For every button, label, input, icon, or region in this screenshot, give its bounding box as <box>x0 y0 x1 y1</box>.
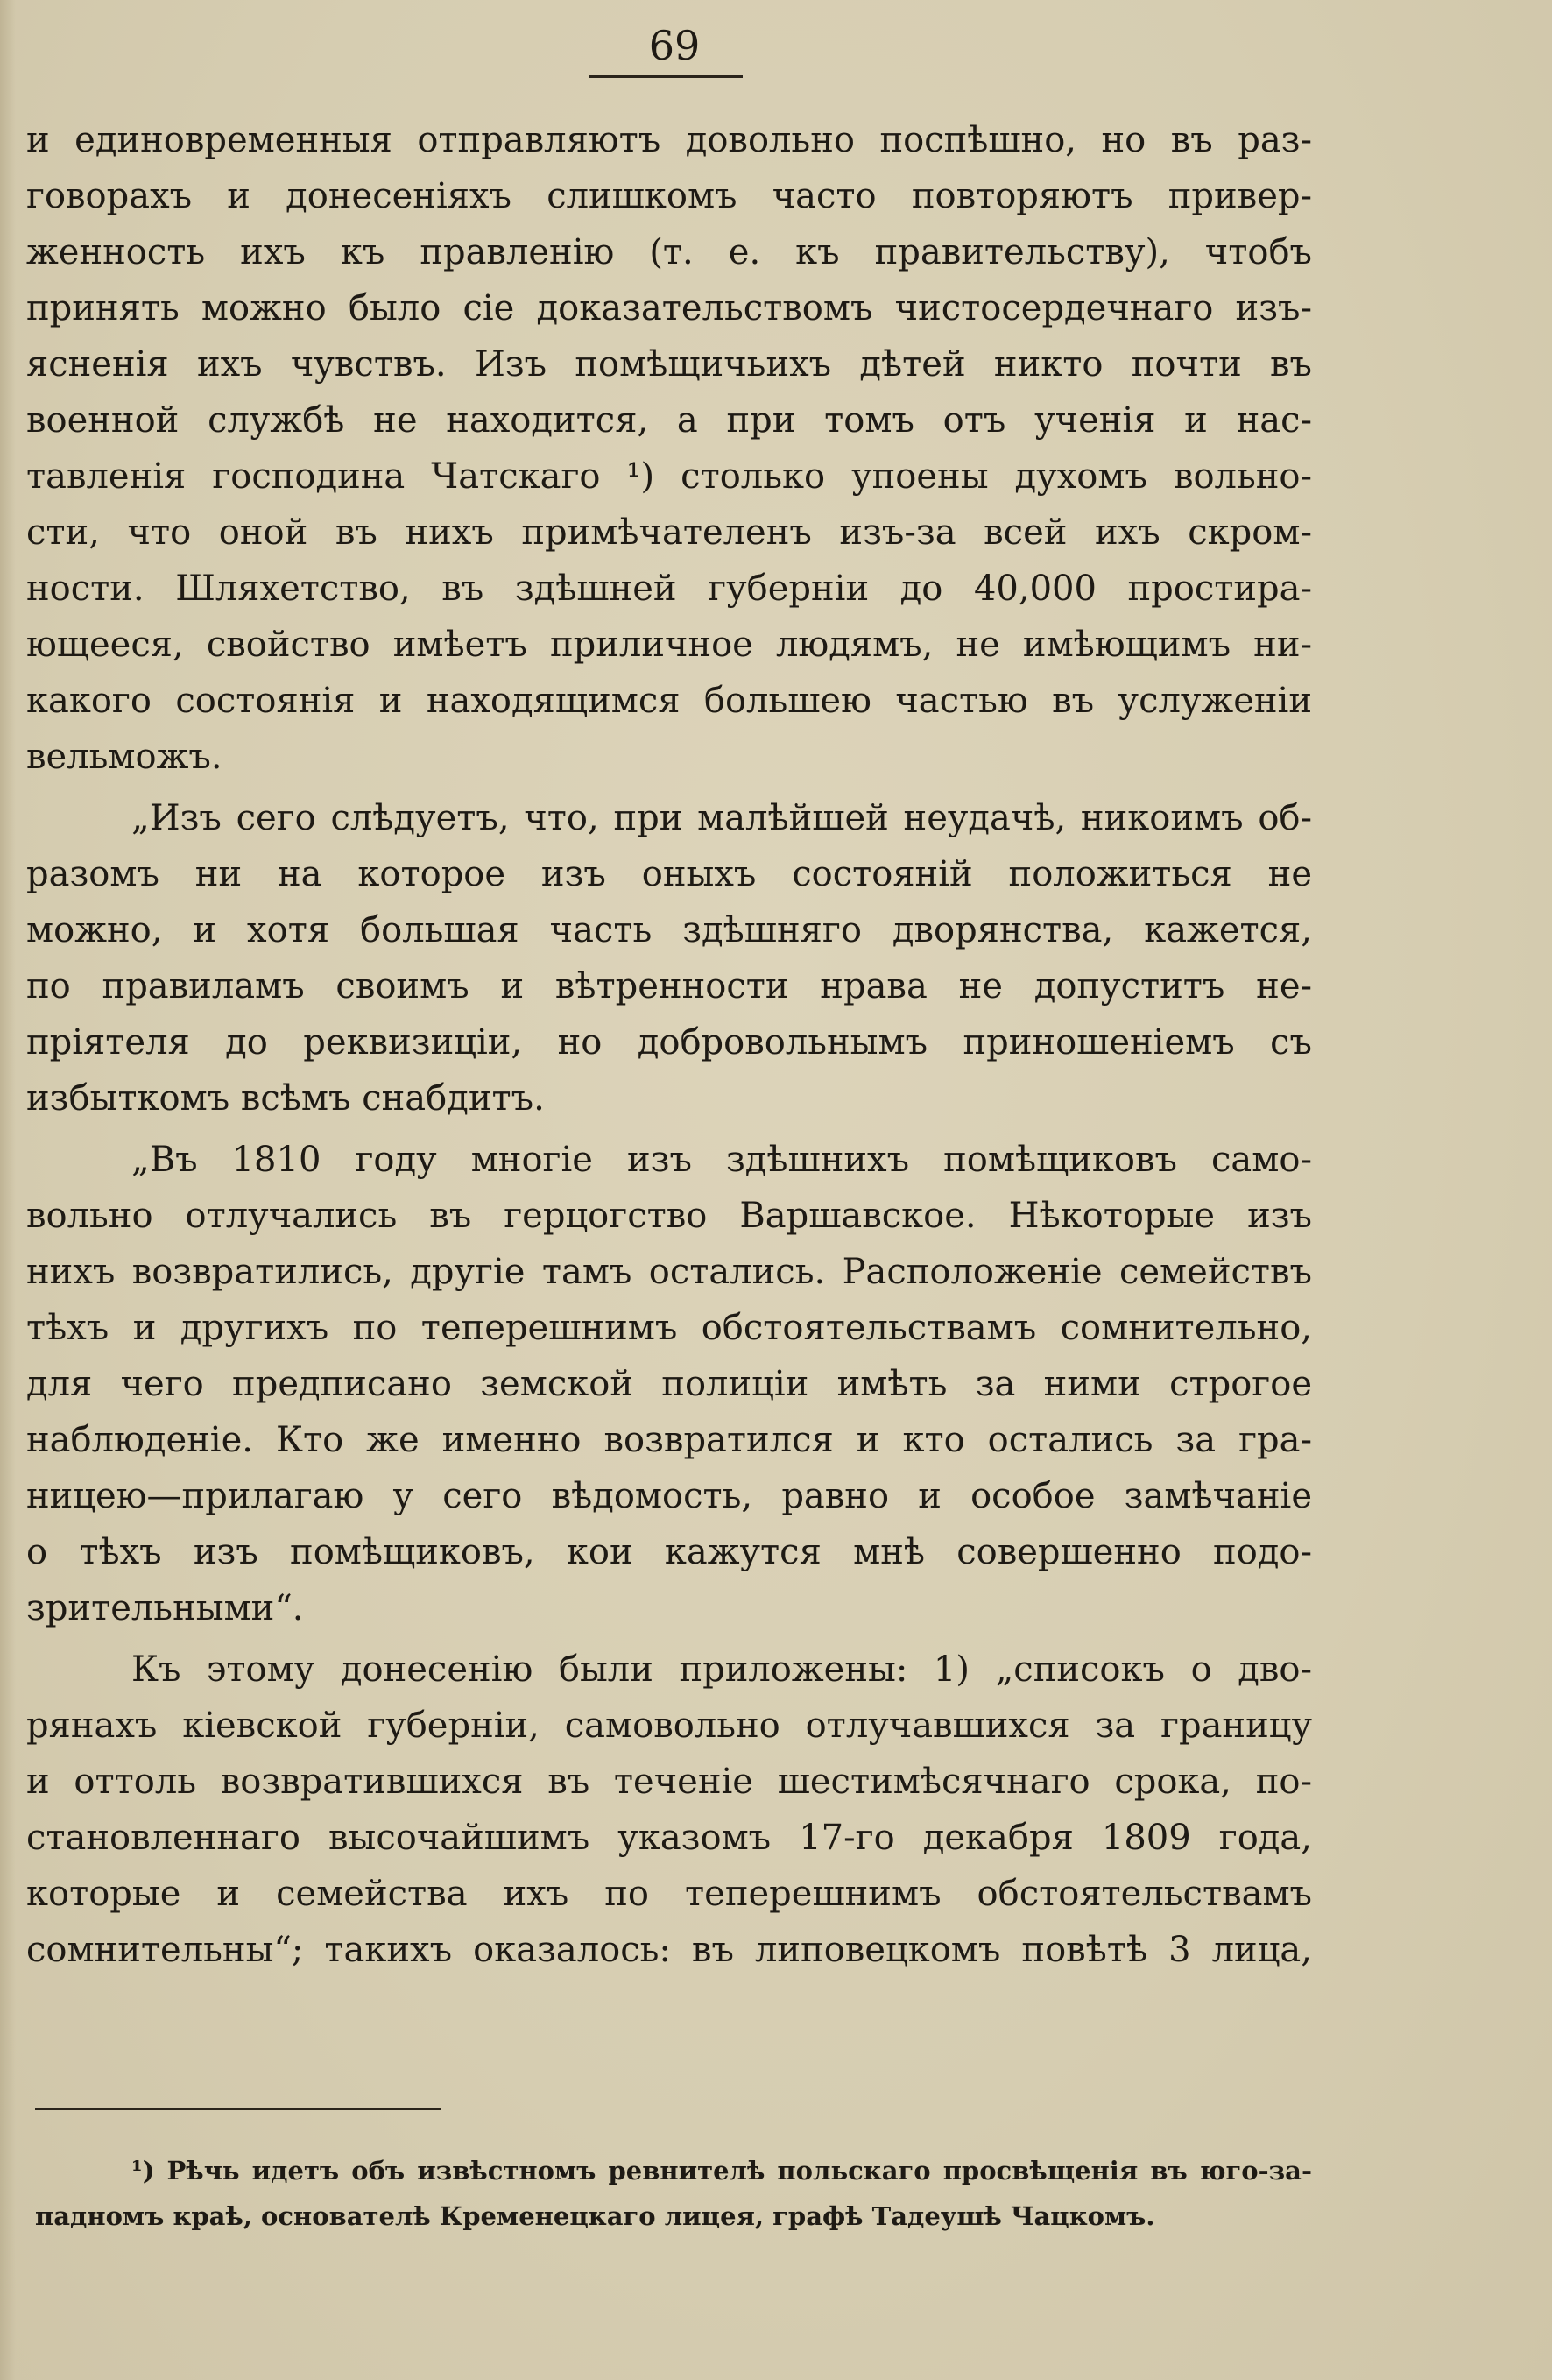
footnote-line: падномъ краѣ, основателѣ Кременецкаго лицея, графѣ Тадеушѣ Чацкомъ. <box>35 2201 1155 2231</box>
text-line: вольно отлучались въ герцогство Варшавское. Нѣкоторые изъ <box>26 1196 1312 1236</box>
page-number: 69 <box>648 22 701 69</box>
text-line: нихъ возвратились, другіе тамъ остались. Расположеніе семействъ <box>26 1252 1312 1292</box>
text-line: сти, что оной въ нихъ примѣчателенъ изъ-за всей ихъ скром- <box>26 512 1312 553</box>
paragraph <box>26 112 1312 785</box>
footnote-line: ¹) Рѣчь идетъ объ извѣстномъ ревнителѣ польскаго просвѣщенія въ юго-за- <box>131 2156 1312 2186</box>
page-number-rule <box>589 75 743 78</box>
text-line: принять можно было сіе доказательствомъ чистосердечнаго изъ- <box>26 288 1312 328</box>
footnote <box>35 2148 1312 2239</box>
text-line: „Въ 1810 году многіе изъ здѣшнихъ помѣщиковъ само- <box>131 1140 1312 1180</box>
text-line: зрительными“. <box>26 1588 304 1628</box>
paragraph <box>26 1132 1312 1636</box>
text-line: тавленія господина Чатскаго ¹) столько упоены духомъ вольно- <box>26 456 1312 497</box>
text-line: разомъ ни на которое изъ оныхъ состояній положиться не <box>26 854 1312 894</box>
text-line: о тѣхъ изъ помѣщиковъ, кои кажутся мнѣ совершенно подо- <box>26 1532 1312 1572</box>
text-line: пріятеля до реквизиціи, но добровольнымъ приношеніемъ съ <box>26 1022 1312 1063</box>
text-line: ницею—прилагаю у сего вѣдомость, равно и особое замѣчаніе <box>26 1476 1312 1516</box>
text-line: Къ этому донесенію были приложены: 1) „списокъ о дво- <box>131 1649 1312 1690</box>
text-line: вельможъ. <box>26 737 222 777</box>
page-edge-shadow <box>0 0 16 2380</box>
footnote-rule <box>35 2108 441 2110</box>
main-text <box>26 112 1312 1978</box>
text-line: ясненія ихъ чувствъ. Изъ помѣщичьихъ дѣтей никто почти въ <box>26 344 1312 385</box>
text-line: рянахъ кіевской губерніи, самовольно отлучавшихся за границу <box>26 1706 1312 1746</box>
text-line: „Изъ сего слѣдуетъ, что, при малѣйшей неудачѣ, никоимъ об- <box>131 798 1312 838</box>
text-line: избыткомъ всѣмъ снабдитъ. <box>26 1078 545 1119</box>
text-line: военной службѣ не находится, а при томъ отъ ученія и нас- <box>26 400 1312 441</box>
text-line: для чего предписано земской полиціи имѣть за ними строгое <box>26 1364 1312 1404</box>
text-line: становленнаго высочайшимъ указомъ 17-го декабря 1809 года, <box>26 1818 1312 1858</box>
paragraph <box>26 790 1312 1126</box>
text-line: говорахъ и донесеніяхъ слишкомъ часто повторяютъ привер- <box>26 176 1312 216</box>
text-line: тѣхъ и другихъ по теперешнимъ обстоятельствамъ сомнительно, <box>26 1308 1312 1348</box>
text-line: ющееся, свойство имѣетъ приличное людямъ, не имѣющимъ ни- <box>26 625 1312 665</box>
text-line: и оттоль возвратившихся въ теченіе шестимѣсячнаго срока, по- <box>26 1762 1312 1802</box>
text-line: наблюденіе. Кто же именно возвратился и кто остались за гра- <box>26 1420 1312 1460</box>
text-line: сомнительны“; такихъ оказалось: въ липовецкомъ повѣтѣ 3 лица, <box>26 1930 1312 1970</box>
paragraph <box>26 1642 1312 1978</box>
text-line: ности. Шляхетство, въ здѣшней губерніи до 40,000 простира- <box>26 569 1312 609</box>
text-line: женность ихъ къ правленію (т. е. къ правительству), чтобъ <box>26 232 1312 272</box>
text-line: можно, и хотя большая часть здѣшняго дворянства, кажется, <box>26 910 1312 950</box>
text-line: по правиламъ своимъ и вѣтренности нрава не допуститъ не- <box>26 966 1312 1006</box>
text-line: и единовременныя отправляютъ довольно поспѣшно, но въ раз- <box>26 120 1312 160</box>
text-line: какого состоянія и находящимся большею частью въ услуженіи <box>26 681 1312 721</box>
text-line: которые и семейства ихъ по теперешнимъ обстоятельствамъ <box>26 1874 1312 1914</box>
